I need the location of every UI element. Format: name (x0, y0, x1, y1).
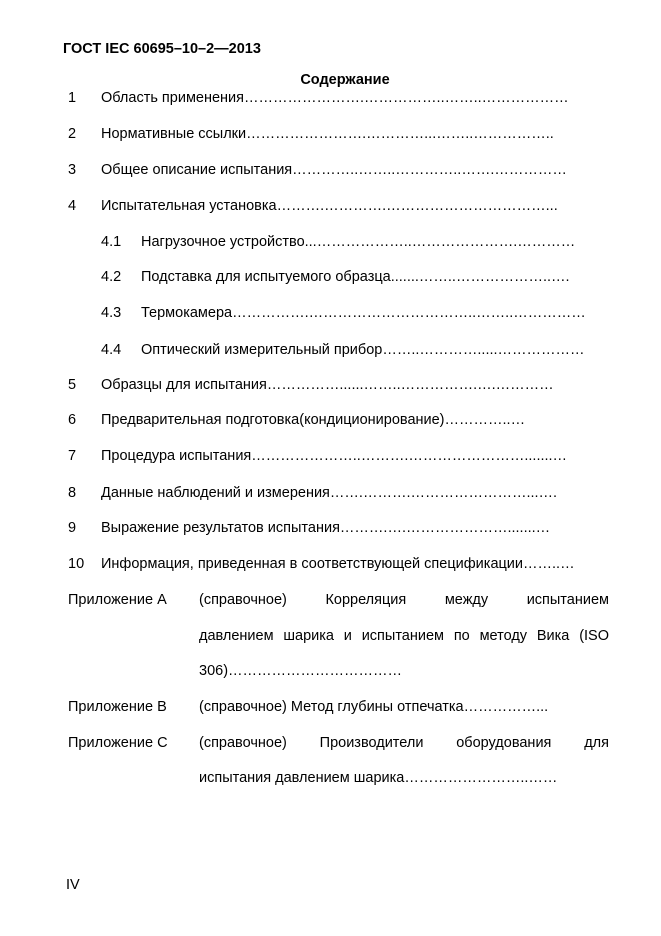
toc-item-text: Выражение результатов испытания……….….………………….......… (101, 520, 551, 536)
toc-item-text: Предварительная подготовка(кондиционирование)…………..… (101, 412, 526, 428)
toc-item-text: Данные наблюдений и измерения…….……….……………………...…. (101, 485, 558, 501)
toc-subitem-number: 4.1 (101, 234, 122, 250)
toc-item-number: 4 (68, 198, 77, 214)
page-number: IV (66, 877, 80, 893)
toc-item-number: 9 (68, 520, 77, 536)
toc-subitem-number: 4.3 (101, 305, 122, 321)
appendix-word: и (343, 628, 352, 644)
appendix-a-line2 (199, 628, 609, 644)
appendix-word: по (453, 628, 470, 644)
toc-title: Содержание (300, 72, 390, 88)
standard-header: ГОСТ IEC 60695–10–2—2013 (63, 41, 261, 57)
toc-item-text: Область применения…………………….……………..……..……………… (101, 90, 569, 106)
appendix-word: (справочное) (199, 735, 287, 751)
appendix-c-line1 (199, 735, 609, 751)
toc-item-text: Испытательная установка……….………….……………………………... (101, 198, 558, 214)
appendix-b-line1: (справочное) Метод глубины отпечатка……………... (199, 699, 549, 715)
toc-subitem-number: 4.2 (101, 269, 122, 285)
toc-item-number: 3 (68, 162, 77, 178)
toc-item-number: 10 (68, 556, 85, 572)
appendix-word: для (584, 735, 609, 751)
appendix-a-line1 (199, 592, 609, 608)
toc-item-text: Информация, приведенная в соответствующей спецификации……..… (101, 556, 575, 572)
appendix-word: испытанием (526, 592, 609, 608)
toc-item-text: Образцы для испытания……………......……..…………….….………… (101, 377, 554, 393)
toc-item-text: Процедура испытания…………………..……….…………………….......… (101, 448, 568, 464)
appendix-word: Корреляция (325, 592, 407, 608)
appendix-word: методу (479, 628, 528, 644)
toc-item-text: Общее описание испытания…………..……..…………..…….…………… (101, 162, 567, 178)
appendix-a-label: Приложение А (68, 592, 167, 608)
appendix-c-label: Приложение С (68, 735, 168, 751)
toc-item-number: 2 (68, 126, 77, 142)
appendix-word: (справочное) (199, 592, 287, 608)
toc-subitem-text: Термокамера…………….……………………………..……..…………… (141, 305, 586, 321)
appendix-word: шарика (283, 628, 334, 644)
appendix-c-line2: испытания давлением шарика……………………..…… (199, 770, 558, 786)
appendix-b-label: Приложение В (68, 699, 167, 715)
appendix-word: между (444, 592, 489, 608)
toc-item-number: 8 (68, 485, 77, 501)
appendix-word: Вика (536, 628, 570, 644)
appendix-word: Производители (319, 735, 424, 751)
toc-item-number: 6 (68, 412, 77, 428)
appendix-word: испытанием (361, 628, 445, 644)
toc-subitem-number: 4.4 (101, 342, 122, 358)
appendix-a-line3: 306)……………………………… (199, 663, 403, 679)
toc-item-number: 5 (68, 377, 77, 393)
appendix-word: (ISO (579, 628, 609, 644)
toc-subitem-text: Подставка для испытуемого образца.......……..………………..…. (141, 269, 570, 285)
toc-item-text: Нормативные ссылки…………………….…………...……..…………….. (101, 126, 554, 142)
toc-item-number: 7 (68, 448, 77, 464)
appendix-word: оборудования (456, 735, 552, 751)
appendix-word: давлением (199, 628, 274, 644)
toc-subitem-text: Оптический измерительный прибор……..………….....……………… (141, 342, 585, 358)
toc-item-number: 1 (68, 90, 77, 106)
toc-subitem-text: Нагрузочное устройство...………………..………………….………… (141, 234, 576, 250)
